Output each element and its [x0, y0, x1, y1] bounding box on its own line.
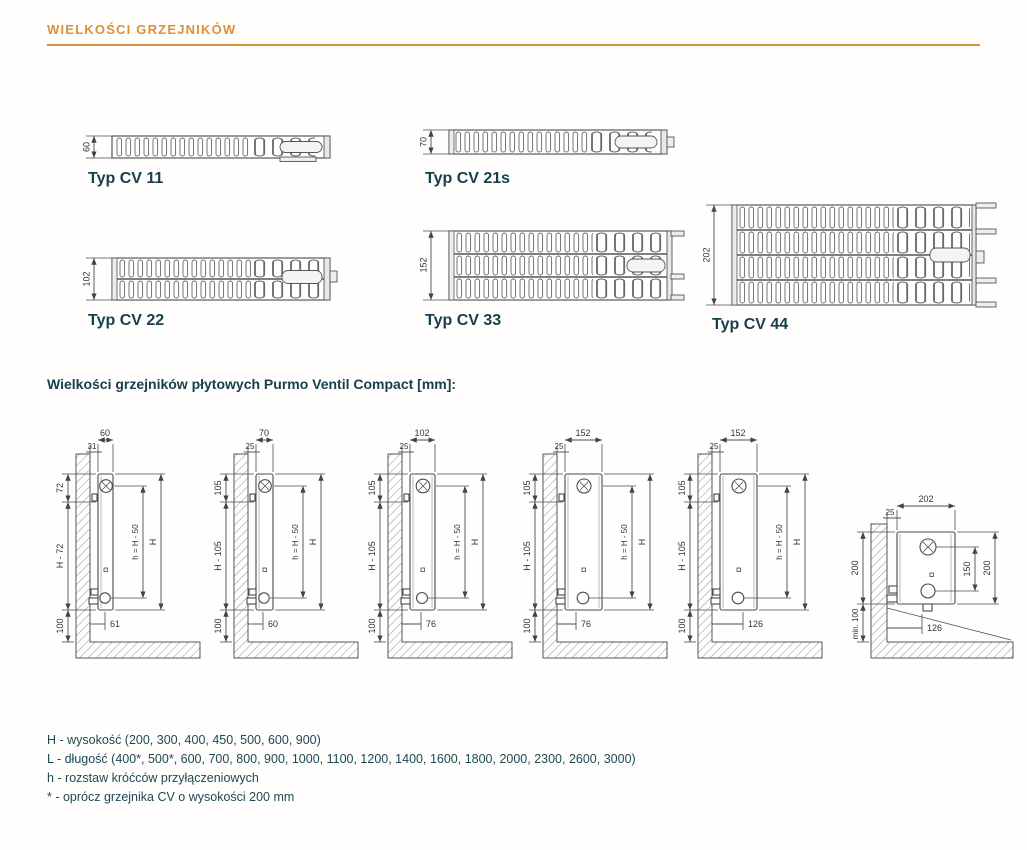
depth-dim: 152 [575, 428, 591, 438]
page-title: WIELKOŚCI GRZEJNIKÓW [47, 22, 237, 37]
bottom-pipe [923, 604, 932, 611]
pipe-spacing-dim: h = H - 50 [453, 524, 462, 560]
section-title: Wielkości grzejników płytowych Purmo Ventil Compact [mm]: [47, 376, 457, 392]
dimension-drawing-cv44 [670, 426, 828, 666]
depth-label: 102 [81, 271, 92, 287]
wall-gap-dim: 25 [709, 442, 719, 451]
valve [921, 584, 935, 598]
radiator-side-view [256, 474, 273, 610]
bracket [404, 494, 409, 501]
dimension-drawing-low-height [843, 426, 1025, 666]
radiator-plan-cv33 [418, 227, 713, 307]
end-cap [972, 205, 976, 305]
type-label-cv44: Typ CV 44 [712, 316, 789, 333]
bracket [559, 494, 564, 501]
dimension-drawing-cv11 [48, 426, 206, 666]
wall-gap-dim: 25 [245, 442, 255, 451]
mid-span-dim: H - 105 [367, 541, 377, 571]
top-offset-dim: 105 [367, 480, 377, 496]
end-housing [615, 136, 657, 148]
pipe-stub [976, 229, 996, 234]
wall-gap-dim: 31 [87, 442, 97, 451]
pipe-stub [671, 295, 684, 300]
connection-offset-dim: 76 [426, 619, 437, 629]
height-dim: H [792, 538, 802, 546]
type-label-cv21s: Typ CV 21s [425, 170, 511, 187]
depth-dim: 70 [258, 428, 270, 438]
mid-span-dim: H - 105 [522, 541, 532, 571]
connection-offset-dim: 126 [927, 623, 943, 633]
radiator-side-view [98, 474, 113, 610]
mid-span-dim: H - 72 [55, 543, 65, 569]
depth-label: 60 [81, 141, 92, 153]
end-cap [661, 130, 667, 154]
height-dim: H [637, 538, 647, 546]
dimension-drawing-cv22 [360, 426, 518, 666]
footnote-pipe-spacing: h - rozstaw króćców przyłączeniowych [47, 771, 259, 785]
height-dim: H [148, 538, 158, 546]
height-dim: H [308, 538, 318, 546]
mid-span-dim: H - 105 [677, 541, 687, 571]
end-housing [627, 259, 665, 272]
radiator-plan-cv44 [701, 201, 1016, 313]
floor-clearance-dim: 100 [367, 618, 377, 634]
connection-offset-dim: 61 [110, 619, 121, 629]
type-label-cv33: Typ CV 33 [425, 312, 502, 329]
footnote-asterisk: * - oprócz grzejnika CV o wysokości 200 mm [47, 790, 295, 804]
pipe-stub [671, 274, 684, 279]
type-label-cv22: Typ CV 22 [88, 312, 165, 329]
connection-offset-dim: 76 [581, 619, 592, 629]
depth-label: 202 [701, 247, 712, 263]
pipe-spacing-dim: h = H - 50 [131, 524, 140, 560]
dimension-drawing-cv21s [206, 426, 364, 666]
valve [100, 593, 110, 603]
floor-clearance-dim: 100 [522, 618, 532, 634]
pipe-stub [667, 137, 674, 147]
wall-gap-dim: 25 [554, 442, 564, 451]
floor-clearance-dim: 100 [213, 618, 223, 634]
bracket [250, 494, 255, 501]
floor-clearance-dim: 100 [55, 618, 65, 634]
outer-height-dim: 200 [982, 560, 992, 576]
height-dim: 200 [850, 560, 860, 576]
radiator-side-view [720, 474, 757, 610]
end-cap [324, 258, 330, 300]
pipe-stub [976, 203, 996, 208]
bracket [714, 494, 719, 501]
depth-dim: 102 [414, 428, 430, 438]
title-rule [47, 44, 980, 46]
top-offset-dim: 105 [213, 480, 223, 496]
end-housing [930, 248, 970, 262]
clearance-diagonal [887, 608, 1011, 640]
floor-clearance-dim: 100 [677, 618, 687, 634]
radiator-plan-cv22 [81, 254, 354, 304]
depth-dim: 60 [99, 428, 111, 438]
min-floor-clearance-dim: min. 100 [851, 608, 860, 640]
bottom-tab [280, 157, 316, 162]
depth-dim: 152 [730, 428, 746, 438]
pipe-spacing-dim: 150 [962, 561, 972, 577]
radiator-side-view [410, 474, 435, 610]
radiator-side-view [565, 474, 602, 610]
valve [417, 593, 428, 604]
height-dim: H [470, 538, 480, 546]
end-cap [324, 136, 330, 158]
pipe-spacing-dim: h = H - 50 [291, 524, 300, 560]
connection-offset-dim: 126 [748, 619, 764, 629]
mid-span-dim: H - 105 [213, 541, 223, 571]
connection-offset-dim: 60 [268, 619, 279, 629]
top-offset-dim: 105 [677, 480, 687, 496]
pipe-stub [976, 302, 996, 307]
dimension-drawing-cv33 [515, 426, 673, 666]
end-cap [667, 231, 672, 300]
valve [577, 592, 589, 604]
footnote-length: L - długość (400*, 500*, 600, 700, 800, 900, 1000, 1100, 1200, 1400, 1600, 1800, 2000, 2300, 2600, 3000) [47, 752, 636, 766]
top-offset-dim: 72 [55, 482, 65, 494]
footnotes [47, 731, 636, 807]
pipe-stub [671, 231, 684, 236]
end-housing [282, 271, 322, 284]
top-offset-dim: 105 [522, 480, 532, 496]
wall-and-floor [388, 454, 512, 658]
bracket [92, 494, 97, 501]
depth-dim: 202 [918, 494, 934, 504]
wall-gap-dim: 25 [399, 442, 409, 451]
depth-label: 152 [418, 257, 429, 273]
radiator-plan-cv21s [418, 124, 691, 164]
end-housing [280, 142, 322, 153]
wall-gap-dim: 25 [885, 508, 895, 517]
pipe-stub [976, 278, 996, 283]
valve [259, 593, 269, 603]
side-outlet [976, 251, 984, 263]
depth-label: 70 [418, 136, 429, 148]
radiator-plan-cv11 [81, 130, 354, 166]
wall-and-floor [543, 454, 667, 658]
pipe-stub [330, 271, 337, 282]
pipe-spacing-dim: h = H - 50 [620, 524, 629, 560]
pipe-spacing-dim: h = H - 50 [775, 524, 784, 560]
valve [732, 592, 744, 604]
type-label-cv11: Typ CV 11 [88, 170, 164, 187]
footnote-height: H - wysokość (200, 300, 400, 450, 500, 600, 900) [47, 733, 321, 747]
